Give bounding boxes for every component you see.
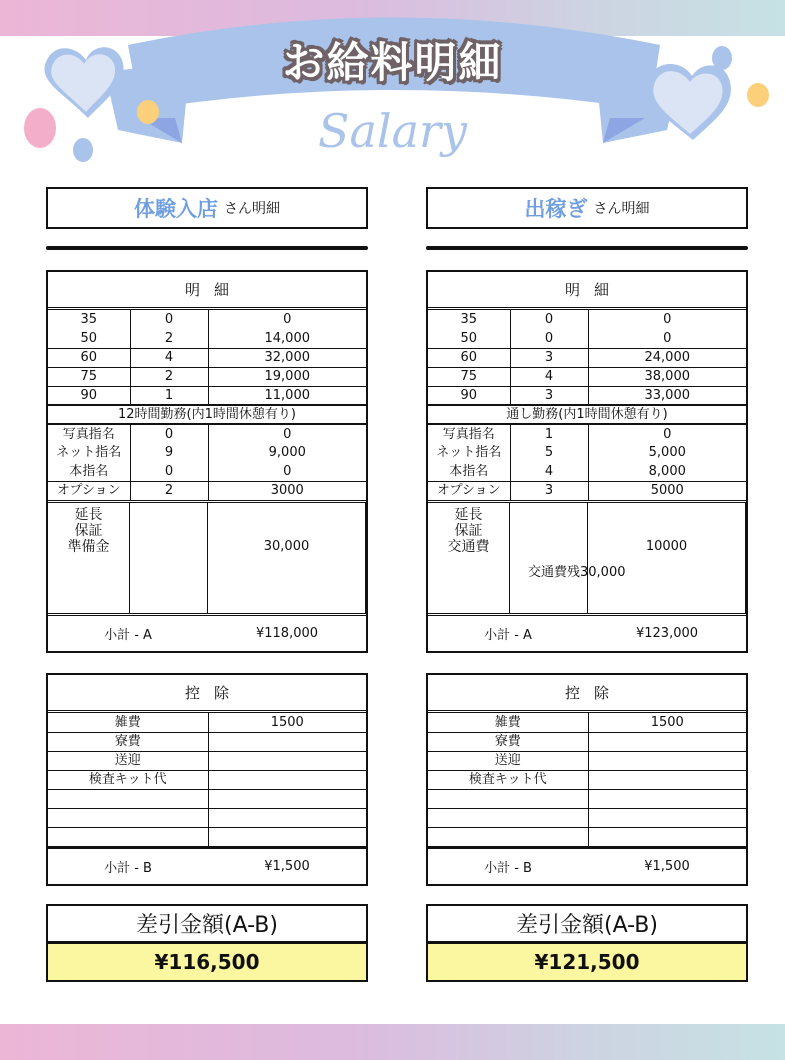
extra-labels [48,503,130,613]
course-amount: 24,000 [588,348,746,367]
extra-label: 準備金 [67,539,110,555]
deduction-label: 寮費 [428,732,588,751]
net-amount-value: ¥116,500 [48,944,366,980]
table-row [428,770,746,789]
work-note-row [48,405,366,424]
table-row [428,424,746,443]
divider [426,246,748,250]
course-count: 0 [130,310,208,329]
table-row [48,329,366,348]
nomination-amount: 9,000 [268,445,306,460]
subtotal-b [428,846,746,884]
bottom-gradient-bar [0,1024,785,1060]
course-count: 2 [130,329,208,348]
table-row [48,310,366,329]
table-row [428,808,746,827]
net-amount-value: ¥121,500 [428,944,746,980]
extra-label: 延長 [454,507,483,523]
divider [46,246,368,250]
deduction-amount [208,751,366,770]
table-row [48,348,366,367]
nomination-label: ネット指名 [428,443,510,462]
course-minutes: 50 [428,329,510,348]
deduction-label [48,808,208,827]
table-row [48,808,366,827]
extra-section [428,500,746,613]
extra-label: 交通費 [447,539,490,555]
table-row [48,424,366,443]
course-amount: 32,000 [208,348,366,367]
column-name-suffix: さん明細 [224,201,280,217]
subtotal-a-label: 小計 - A [104,628,152,643]
deduction-amount: 1500 [650,714,684,730]
table-row [428,386,746,405]
deduction-label [428,808,588,827]
column-name: 体験入店 [134,197,218,221]
course-count: 2 [130,367,208,386]
deduction-amount [208,789,366,808]
table-row [428,713,746,732]
extra-label: 延長 [74,507,103,523]
page-subtitle: Salary [317,104,468,158]
deduction-label: 送迎 [48,751,208,770]
deduction-amount [588,827,746,846]
course-minutes: 60 [48,348,130,367]
extra-labels [428,503,510,613]
course-amount: 38,000 [588,367,746,386]
net-amount-block [426,904,748,982]
deductions-title: 控除 [48,675,366,713]
course-amount: 14,000 [264,330,310,346]
course-minutes: 75 [48,367,130,386]
course-count: 4 [510,367,588,386]
course-count: 0 [510,329,588,348]
net-amount-label: 差引金額(A-B) [48,906,366,944]
subtotal-b-value: ¥1,500 [264,859,310,874]
nomination-amount: 8,000 [648,463,686,479]
table-row [48,713,366,732]
extra-amount: 10000 [588,503,746,613]
course-minutes: 35 [48,310,130,329]
table-row [48,367,366,386]
table-row [428,732,746,751]
extra-count [510,503,588,613]
course-table [428,310,746,500]
subtotal-a [428,613,746,651]
deduction-label: 検査キット代 [428,770,588,789]
table-row [48,462,366,481]
option-amount: 5000 [588,481,746,500]
deduction-label [428,789,588,808]
table-row [428,367,746,386]
work-note: 12時間勤務(内1時間休憩有り) [48,405,366,424]
course-count: 3 [510,386,588,405]
nomination-count: 1 [510,424,588,443]
deduction-label [48,827,208,846]
subtotal-b-label: 小計 - B [484,861,532,876]
deduction-label [428,827,588,846]
course-table [48,310,366,500]
table-row [48,789,366,808]
table-row [48,770,366,789]
course-minutes: 50 [48,329,130,348]
table-row [428,462,746,481]
deduction-amount [208,827,366,846]
table-row [428,481,746,500]
option-label: オプション [428,481,510,500]
subtotal-a-value: ¥123,000 [635,626,699,641]
deduction-label: 検査キット代 [48,770,208,789]
deductions-title: 控除 [428,675,746,713]
deduction-amount [208,808,366,827]
deductions-block [426,673,748,886]
table-row [48,732,366,751]
extra-amount: 30,000 [208,503,366,613]
nomination-label: 本指名 [48,462,130,481]
nomination-count: 0 [130,424,208,443]
deduction-amount: 1500 [270,714,304,730]
details-title: 明細 [428,272,746,310]
column-name-box [426,187,748,229]
nomination-count: 9 [130,443,208,462]
course-amount: 33,000 [588,386,746,405]
course-count: 4 [130,348,208,367]
course-count: 0 [510,310,588,329]
deduction-label: 送迎 [428,751,588,770]
option-label: オプション [48,481,130,500]
table-row [48,481,366,500]
subtotal-b-label: 小計 - B [104,861,152,876]
nomination-count: 5 [510,443,588,462]
salary-column-trial [46,187,368,982]
nomination-amount: 0 [663,426,672,442]
deductions-table [428,713,746,846]
table-row [48,443,366,462]
nomination-amount: 5,000 [648,445,686,460]
deduction-label: 雑費 [428,713,588,732]
extra-label: 保証 [454,523,483,539]
table-row [428,827,746,846]
course-minutes: 90 [428,386,510,405]
table-row [48,386,366,405]
course-minutes: 90 [48,386,130,405]
deduction-amount [208,732,366,751]
details-block [46,270,368,653]
course-amount: 0 [663,330,672,346]
net-amount-block [46,904,368,982]
deduction-amount [588,751,746,770]
subtotal-b-value: ¥1,500 [644,859,690,874]
deduction-amount [588,770,746,789]
deduction-amount [588,789,746,808]
table-row [428,789,746,808]
table-row [48,827,366,846]
nomination-count: 0 [130,462,208,481]
option-count: 3 [510,481,588,500]
column-name-suffix: さん明細 [593,201,650,217]
deductions-table [48,713,366,846]
course-minutes: 60 [428,348,510,367]
details-title: 明細 [48,272,366,310]
nomination-label: 本指名 [428,462,510,481]
course-count: 3 [510,348,588,367]
nomination-label: 写真指名 [48,424,130,443]
deduction-label: 寮費 [48,732,208,751]
deduction-amount [588,808,746,827]
deduction-label [48,789,208,808]
option-amount: 3000 [208,481,366,500]
table-row [428,443,746,462]
salary-column-dekasegi [426,187,748,982]
nomination-label: ネット指名 [48,443,130,462]
nomination-amount: 0 [283,426,292,442]
nomination-label: 写真指名 [428,424,510,443]
extra-section [48,500,366,613]
deductions-block [46,673,368,886]
nomination-count: 4 [510,462,588,481]
table-row [48,751,366,770]
deduction-amount [208,770,366,789]
subtotal-a-label: 小計 - A [484,628,532,643]
course-amount: 11,000 [208,386,366,405]
table-row [428,329,746,348]
deduction-label: 雑費 [48,713,208,732]
column-name: 出稼ぎ [524,197,588,221]
subtotal-a-value: ¥118,000 [255,626,319,641]
course-amount: 0 [663,312,672,327]
course-minutes: 35 [428,310,510,329]
subtotal-a [48,613,366,651]
column-name-box [46,187,368,229]
details-block [426,270,748,653]
page-title: お給料明細 [282,38,503,87]
table-row [428,310,746,329]
subtotal-b [48,846,366,884]
table-row [428,751,746,770]
course-count: 1 [130,386,208,405]
extra-note: 交通費残30,000 [528,565,626,580]
nomination-amount: 0 [283,463,292,479]
net-amount-label: 差引金額(A-B) [428,906,746,944]
deduction-amount [588,732,746,751]
work-note: 通し勤務(内1時間休憩有り) [428,405,746,424]
extra-label: 保証 [74,523,103,539]
extra-count [130,503,208,613]
course-minutes: 75 [428,367,510,386]
course-amount: 19,000 [208,367,366,386]
course-amount: 0 [283,312,292,327]
table-row [428,348,746,367]
option-count: 2 [130,481,208,500]
work-note-row [428,405,746,424]
